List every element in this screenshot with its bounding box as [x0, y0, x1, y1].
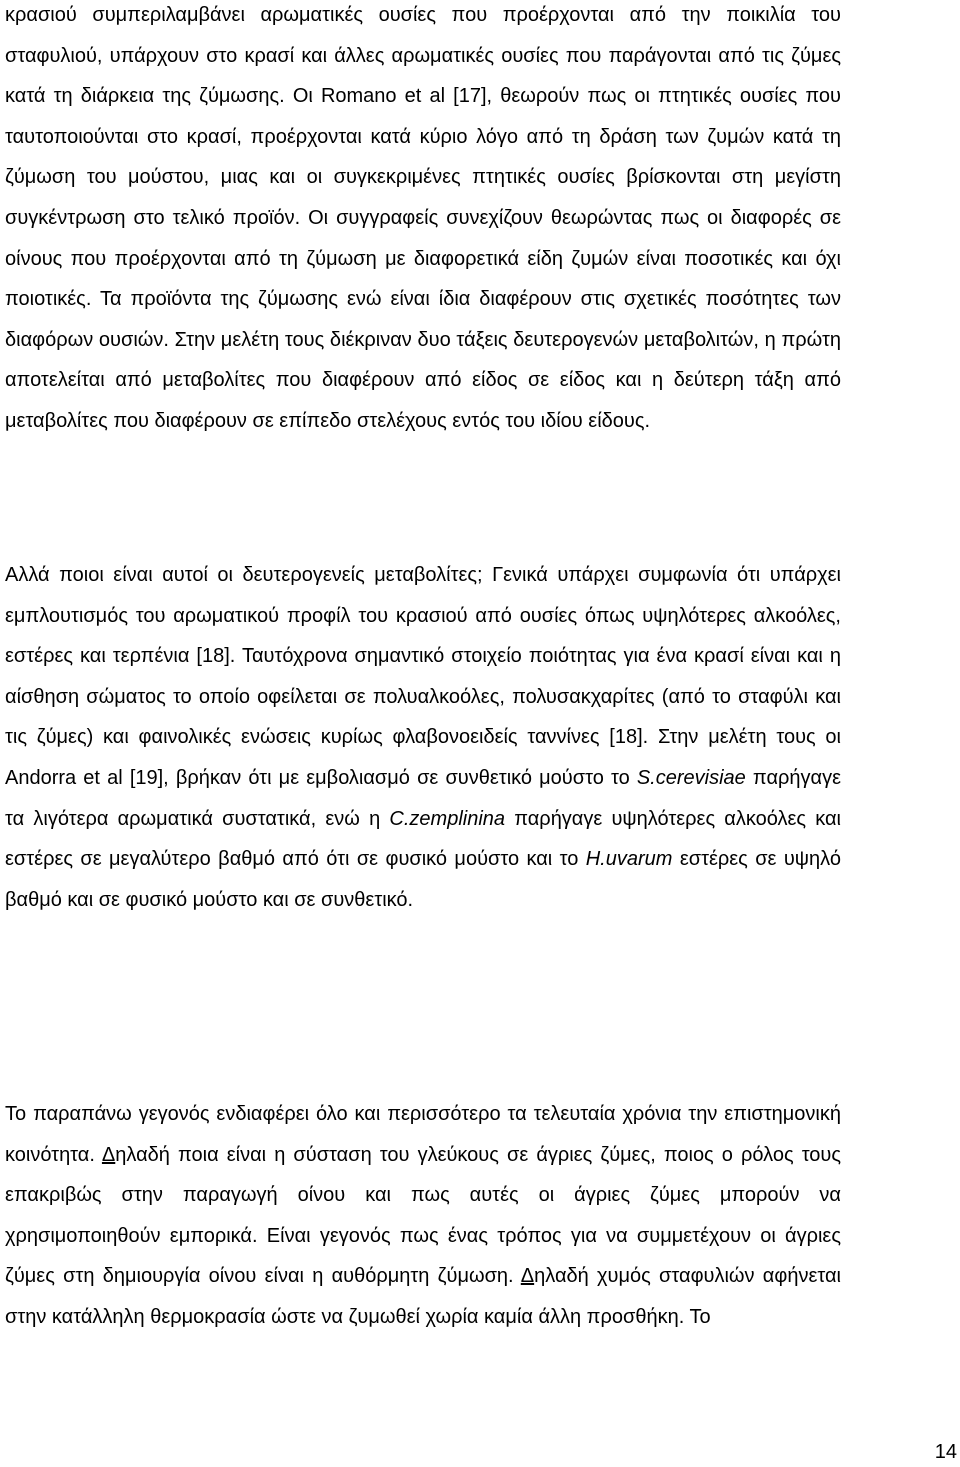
page-number: 14: [934, 1441, 957, 1463]
paragraph-3-text: ηλαδή ποια είναι η σύσταση του γλεύκους σε άγριες ζύμες, ποιος ο ρόλος τους επακριβώς στην παραγωγή οίνου και πως αυτές οι άγριες ζύμες μπορούν να χρησιμοποιηθούν εμπορικά. Είναι γεγονός πως ένας τρόπος για να συμμετέχουν οι άγριες ζύμες στη δημιουργία οίνου είναι η αυθόρμητη ζύμωση.: [5, 1143, 842, 1288]
paragraph-2: [5, 555, 841, 920]
underlined-letter: Δ: [520, 1265, 535, 1288]
species-c-zemplinina: C.zemplinina: [389, 807, 506, 830]
paragraph-3-text: Το παραπάνω γεγονός ενδιαφέρει όλο και περισσότερο τα τελευταία χρόνια την επιστημονική κοινότητα.: [5, 1103, 841, 1166]
paragraph-3: [5, 1094, 841, 1338]
paragraph-1: κρασιού συμπεριλαμβάνει αρωματικές ουσίες που προέρχονται από την ποικιλία του σταφυλιού, υπάρχουν στο κρασί και άλλες αρωματικές ουσίες που παράγονται από τις ζύμες κατά τη διάρκεια της ζύμωσης. Οι Romano et al [17], θεωρούν πως οι πτητικές ουσίες που ταυτοποιούνται στο κρασί, προέρχονται κατά κύριο λόγο από τη δράση των ζυμών κατά τη ζύμωση του μούστου, μιας και οι συγκεκριμένες πτητικές ουσίες βρίσκονται στη μεγίστη συγκέντρωση στο τελικό προϊόν. Οι συγγραφείς συνεχίζουν θεωρώντας πως οι διαφορές σε οίνους που προέρχονται από τη ζύμωση με διαφορετικά είδη ζυμών είναι ποσοτικές και όχι ποιοτικές. Τα προϊόντα της ζύμωσης ενώ είναι ίδια διαφέρουν στις σχετικές ποσότητες των διαφόρων ουσιών. Στην μελέτη τους διέκριναν δυο τάξεις δευτερογενών μεταβολιτών, η πρώτη αποτελείται από μεταβολίτες που διαφέρουν από είδος σε είδος και η δεύτερη τάξη από μεταβολίτες που διαφέρουν σε επίπεδο στελέχους εντός του ιδίου είδους.: [5, 4, 841, 432]
paragraph-2-text: παρήγαγε υψηλότερες αλκοόλες και εστέρες σε μεγαλύτερο βαθμό από ότι σε φυσικό μούστο και το: [5, 807, 841, 871]
species-h-uvarum: H.uvarum: [585, 848, 673, 871]
paragraph-3-text: ηλαδή χυμός σταφυλιών αφήνεται στην κατάλληλη θερμοκρασία ώστε να ζυμωθεί χωρία καμία άλλη προσθήκη. Το: [5, 1265, 841, 1328]
paragraph-2-text: παρήγαγε τα λιγότερα αρωματικά συστατικά, ενώ η: [5, 766, 841, 830]
paragraph-2-text: Αλλά ποιοι είναι αυτοί οι δευτερογενείς μεταβολίτες; Γενικά υπάρχει συμφωνία ότι υπάρχει εμπλουτισμός του αρωματικού προφίλ του κρασιού από ουσίες όπως υψηλότερες αλκοόλες, εστέρες και τερπένια [18]. Ταυτόχρονα σημαντικό στοιχείο ποιότητας για ένα κρασί είναι και η αίσθηση σώματος το οποίο οφείλεται σε πολυαλκοόλες, πολυσακχαρίτες (από το σταφύλι και τις ζύμες) και φαινολικές ενώσεις κυρίως φλαβονοειδείς ταννίνες [18]. Στην μελέτη τους οι Andorra et al [19], βρήκαν ότι με εμβολιασμό σε συνθετικό μούστο το: [5, 564, 841, 789]
species-s-cerevisiae: S.cerevisiae: [636, 766, 746, 789]
underlined-letter: Δ: [101, 1143, 116, 1166]
paragraph-2-text: εστέρες σε υψηλό βαθμό και σε φυσικό μούστο και σε συνθετικό.: [5, 848, 841, 911]
